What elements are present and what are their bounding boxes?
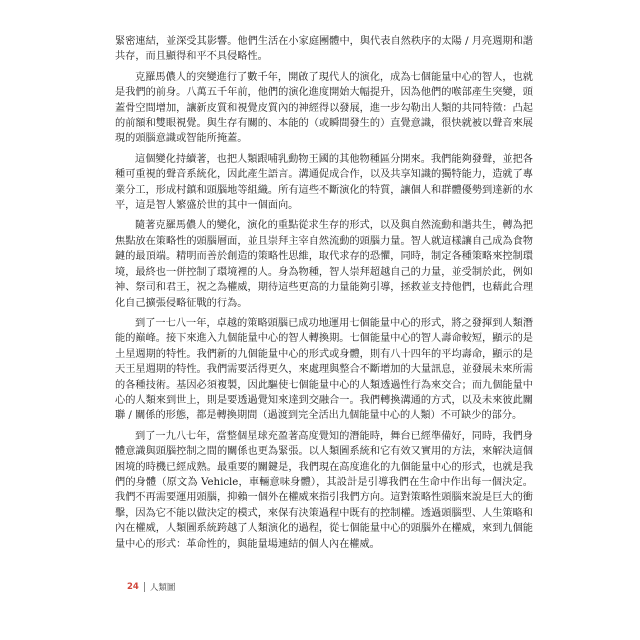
paragraph-1: 緊密連結，並深受其影響。他們生活在小家庭團體中，與代表自然秩序的太陽 / 月亮週期和諧共存，而且顯得和平不具侵略性。: [115, 36, 533, 63]
footer-divider: [144, 582, 145, 592]
paragraph-3: 這個變化持續著，也把人類跟哺乳動物王國的其他物種區分開來。我們能夠發聲，並把各種可重視的聲音系統化，因此產生語言。溝通促成合作，以及共享知識的獨特能力，造就了專業分工，形成村鎮和頭腦地等組織。所有這些不斷演化的特質，讓個人和群體優勢到達新的水平，這是智人繁盛於世的其中一個面向。: [115, 153, 533, 212]
paragraph-5: 到了一七八一年，卓越的策略頭腦已成功地運用七個能量中心的形式，將之發揮到人類潛能的巔峰。接下來進入九個能量中心的智人轉換期。七個能量中心的智人壽命較短，顯示的是土星週期的特性。我們新的九個能量中心的形式或身體，則有八十四年的平均壽命，顯示的是天王星週期的特性。我們需要活得更久，來處理與整合不斷增加的大量訊息，並發展未來所需的各種技術。基因必須複製，因此驅使七個能量中心的人類透過性行為來交合；而九個能量中心的人類來到世上，則是要透過覺知來達到交融合一。我們轉換溝通的方式，以及未來彼此關聯 / 關係的形態，都是轉換期間（過渡到完全活出九個能量中心的人類）不可缺少的部分。: [115, 317, 533, 422]
book-title: 人類圖: [149, 583, 176, 593]
body-text: [115, 34, 533, 557]
paragraph-4: 隨著克羅馬儂人的變化，演化的重點從求生存的形式，以及與自然流動和諧共生，轉為把焦點放在策略性的頭腦層面，並且崇拜主宰自然流動的頭腦力量。智人就這樣讓自己成為食物鏈的最頂端。精明而善於創造的策略性思維，取代求存的恐懼，同時，制定各種策略來控制環境，最終也一併控制了環境裡的人。身為物種，智人崇拜超越自己的力量，並受制於此，例如神、祭司和君王，祝之為權威，期待這些更高的力量能夠引導，拯救並支持他們，也藉此合理化自己擴張侵略征戰的行為。: [115, 220, 533, 309]
page-number: 24: [127, 582, 139, 592]
paragraph-2: 克羅馬儂人的突變進行了數千年，開啟了現代人的演化，成為七個能量中心的智人，也就是我們的前身。八萬五千年前，他們的演化進度開始大幅提升，因為他們的喉部產生突變，頭蓋骨空間增加，讓新皮質和視覺皮質內的神經得以發展，進一步勾勒出人類的共同特徵：凸起的前額和雙眼視覺。與生存有關的、本能的（或瞬間發生的）直覺意識，很快就被以聲音來展現的頭腦意識或智能所掩蓋。: [115, 71, 533, 145]
page-footer: [127, 580, 175, 594]
paragraph-6: 到了一九八七年，當整個星球充盈著高度覺知的潛能時，舞台已經準備好，同時，我們身體意識與頭腦控制之間的關係也更為緊張。以人類圖系統和它有效又實用的方法，來解決這個困境的時機已經成熟。最重要的關鍵是，我們現在高度進化的九個能量中心的形式，也就是我們的身體（原文為 Vehicle，車輛意味身體），其設計是引導我們在生命中作出每一個決定。我們不再需要運用頭腦，抑賴一個外在權威來指引我們方向。這對策略性頭腦來說是巨大的衝擊，因為它不能以做決定的模式，來保有決策過程中既有的控制權。透過頭腦型、人生策略和內在權威，人類圖系統跨越了人類演化的過程，從七個能量中心的頭腦外在權威，來到九個能量中心的形式：革命性的，與能量場連結的個人內在權威。: [115, 430, 533, 550]
